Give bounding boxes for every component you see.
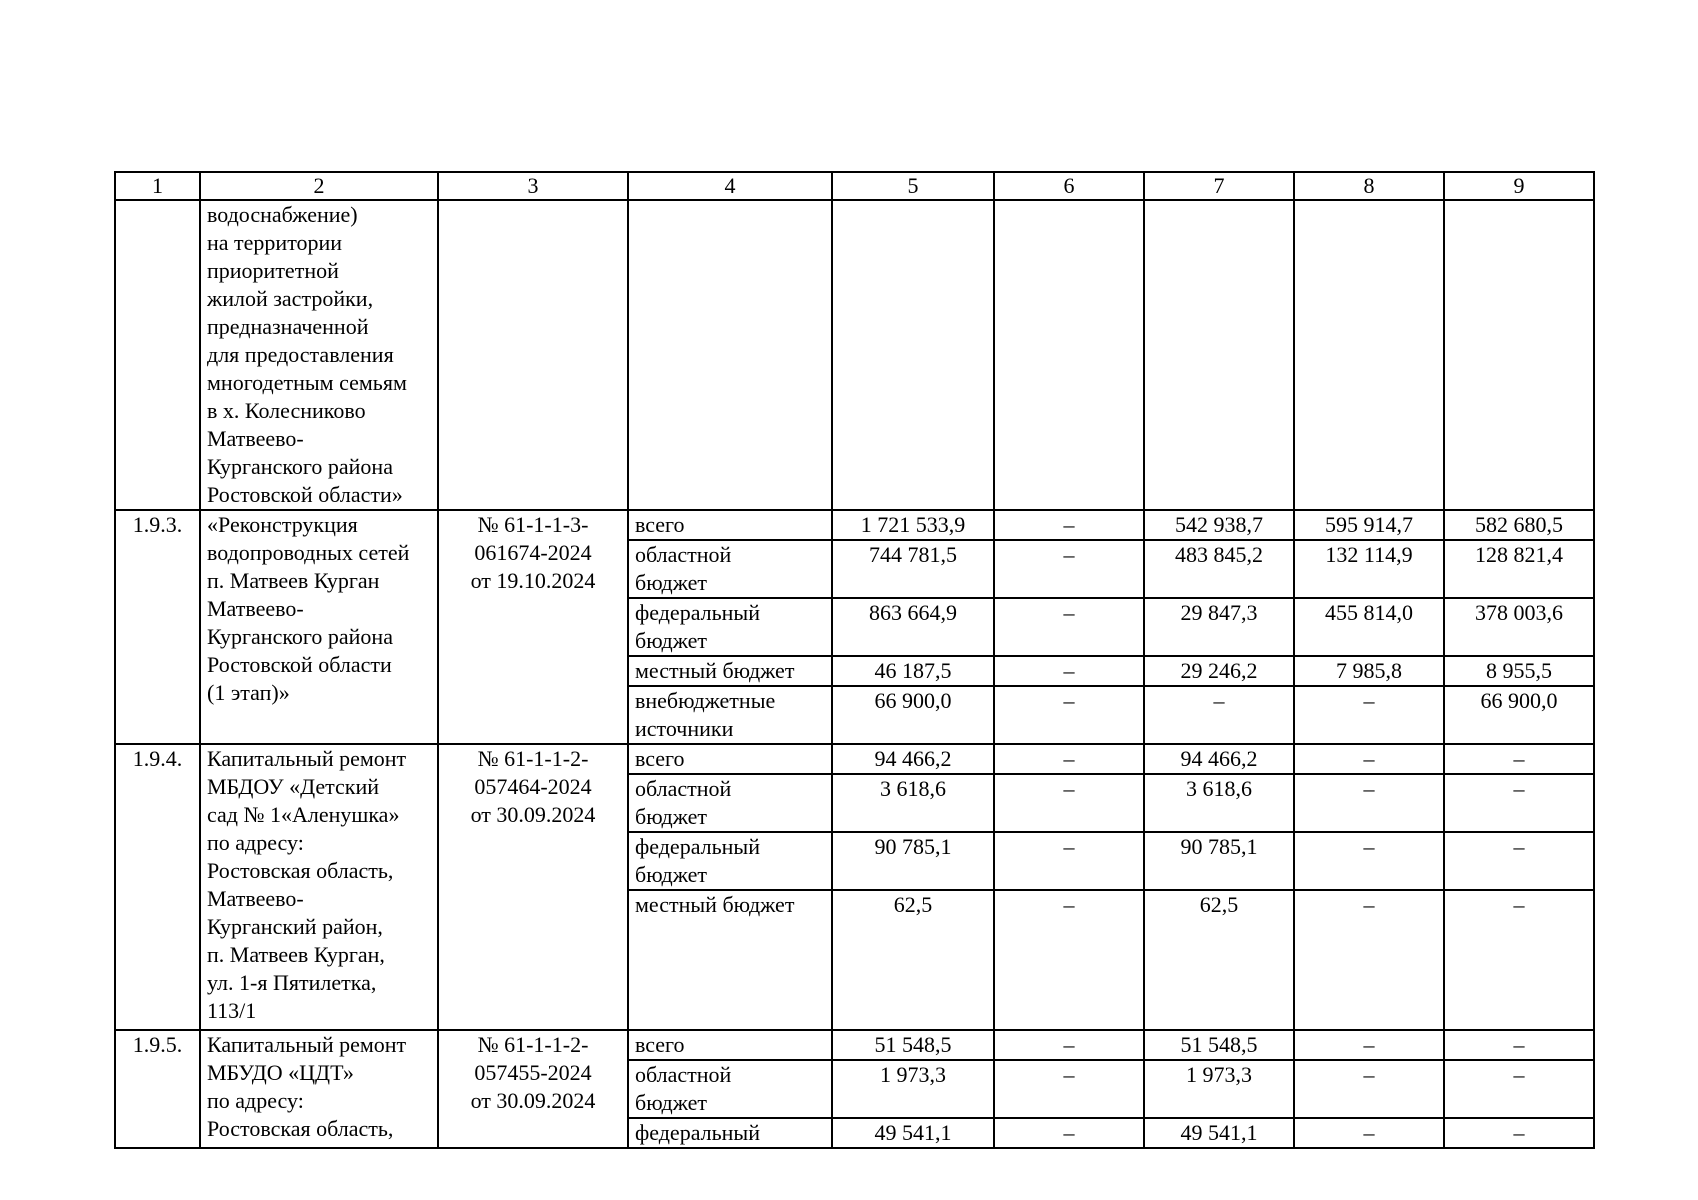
- amount-cell-8: 7 985,8: [1294, 656, 1444, 686]
- amount-cell-7: 90 785,1: [1144, 832, 1294, 890]
- amount-cell-7: 49 541,1: [1144, 1118, 1294, 1148]
- amount-cell-8: 595 914,7: [1294, 510, 1444, 540]
- col-header-6: 6: [994, 172, 1144, 200]
- funding-table: [114, 171, 1595, 1149]
- funding-source: федеральный бюджет: [628, 598, 832, 656]
- amount-cell-6: –: [994, 656, 1144, 686]
- col-header-9: 9: [1444, 172, 1594, 200]
- amount-cell-8: –: [1294, 774, 1444, 832]
- amount-cell-5: 66 900,0: [832, 686, 994, 744]
- col-header-5: 5: [832, 172, 994, 200]
- amount-cell-7: 62,5: [1144, 890, 1294, 1030]
- object-name: Капитальный ремонт МБУДО «ЦДТ» по адресу: Ростовская область,: [200, 1030, 438, 1148]
- amount-cell-9: 8 955,5: [1444, 656, 1594, 686]
- table-row: [115, 744, 1594, 774]
- amount-cell-8: –: [1294, 744, 1444, 774]
- amount-cell-9: –: [1444, 1030, 1594, 1060]
- cont-object-name: водоснабжение) на территории приоритетной жилой застройки, предназначенной для предоставления многодетным семьям в х. Колесниково Матвеево- Курганского района Ростовской области»: [200, 200, 438, 510]
- object-name: Капитальный ремонт МБДОУ «Детский сад № 1«Аленушка» по адресу: Ростовская область, Матвеево- Курганский район, п. Матвеев Курган, ул. 1-я Пятилетка, 113/1: [200, 744, 438, 1030]
- amount-cell-6: –: [994, 774, 1144, 832]
- item-number: 1.9.4.: [115, 744, 200, 1030]
- document-number: № 61-1-1-2- 057455-2024 от 30.09.2024: [438, 1030, 628, 1148]
- cont-col5-cell: [832, 200, 994, 510]
- amount-cell-7: 51 548,5: [1144, 1030, 1294, 1060]
- amount-cell-9: 582 680,5: [1444, 510, 1594, 540]
- document-number: № 61-1-1-3- 061674-2024 от 19.10.2024: [438, 510, 628, 744]
- amount-cell-6: –: [994, 1060, 1144, 1118]
- funding-source: всего: [628, 1030, 832, 1060]
- cont-col6-cell: [994, 200, 1144, 510]
- amount-cell-8: –: [1294, 890, 1444, 1030]
- amount-cell-9: –: [1444, 1118, 1594, 1148]
- column-number-row: [115, 172, 1594, 200]
- amount-cell-7: 483 845,2: [1144, 540, 1294, 598]
- amount-cell-5: 62,5: [832, 890, 994, 1030]
- amount-cell-6: –: [994, 832, 1144, 890]
- col-header-3: 3: [438, 172, 628, 200]
- cont-col9-cell: [1444, 200, 1594, 510]
- col-header-2: 2: [200, 172, 438, 200]
- continuation-row: [115, 200, 1594, 510]
- amount-cell-9: –: [1444, 1060, 1594, 1118]
- funding-source: областной бюджет: [628, 540, 832, 598]
- amount-cell-6: –: [994, 744, 1144, 774]
- funding-source: федеральный: [628, 1118, 832, 1148]
- amount-cell-6: –: [994, 890, 1144, 1030]
- funding-source: внебюджетные источники: [628, 686, 832, 744]
- col-header-8: 8: [1294, 172, 1444, 200]
- amount-cell-8: –: [1294, 832, 1444, 890]
- item-number: 1.9.3.: [115, 510, 200, 744]
- col-header-1: 1: [115, 172, 200, 200]
- cont-doc-cell: [438, 200, 628, 510]
- col-header-4: 4: [628, 172, 832, 200]
- funding-source: местный бюджет: [628, 890, 832, 1030]
- amount-cell-9: –: [1444, 774, 1594, 832]
- amount-cell-5: 3 618,6: [832, 774, 994, 832]
- amount-cell-5: 46 187,5: [832, 656, 994, 686]
- amount-cell-7: 29 847,3: [1144, 598, 1294, 656]
- document-number: № 61-1-1-2- 057464-2024 от 30.09.2024: [438, 744, 628, 1030]
- funding-source: федеральный бюджет: [628, 832, 832, 890]
- amount-cell-5: 744 781,5: [832, 540, 994, 598]
- amount-cell-9: 66 900,0: [1444, 686, 1594, 744]
- amount-cell-5: 1 973,3: [832, 1060, 994, 1118]
- item-number: 1.9.5.: [115, 1030, 200, 1148]
- cont-col7-cell: [1144, 200, 1294, 510]
- cont-source-cell: [628, 200, 832, 510]
- amount-cell-9: –: [1444, 890, 1594, 1030]
- cont-number-cell: [115, 200, 200, 510]
- amount-cell-8: –: [1294, 1060, 1444, 1118]
- amount-cell-5: 863 664,9: [832, 598, 994, 656]
- amount-cell-9: 128 821,4: [1444, 540, 1594, 598]
- funding-source: областной бюджет: [628, 1060, 832, 1118]
- amount-cell-6: –: [994, 598, 1144, 656]
- cont-col8-cell: [1294, 200, 1444, 510]
- amount-cell-9: –: [1444, 832, 1594, 890]
- amount-cell-5: 49 541,1: [832, 1118, 994, 1148]
- funding-source: всего: [628, 510, 832, 540]
- funding-source: местный бюджет: [628, 656, 832, 686]
- amount-cell-6: –: [994, 686, 1144, 744]
- amount-cell-6: –: [994, 510, 1144, 540]
- amount-cell-7: 1 973,3: [1144, 1060, 1294, 1118]
- amount-cell-7: 29 246,2: [1144, 656, 1294, 686]
- funding-source: областной бюджет: [628, 774, 832, 832]
- amount-cell-8: –: [1294, 1030, 1444, 1060]
- funding-source: всего: [628, 744, 832, 774]
- amount-cell-8: 132 114,9: [1294, 540, 1444, 598]
- amount-cell-6: –: [994, 540, 1144, 598]
- amount-cell-6: –: [994, 1118, 1144, 1148]
- table-row: [115, 510, 1594, 540]
- amount-cell-9: –: [1444, 744, 1594, 774]
- col-header-7: 7: [1144, 172, 1294, 200]
- amount-cell-5: 94 466,2: [832, 744, 994, 774]
- amount-cell-5: 51 548,5: [832, 1030, 994, 1060]
- object-name: «Реконструкция водопроводных сетей п. Матвеев Курган Матвеево- Курганского района Ростовской области (1 этап)»: [200, 510, 438, 744]
- amount-cell-7: 542 938,7: [1144, 510, 1294, 540]
- amount-cell-6: –: [994, 1030, 1144, 1060]
- amount-cell-9: 378 003,6: [1444, 598, 1594, 656]
- table-row: [115, 1030, 1594, 1060]
- amount-cell-7: 94 466,2: [1144, 744, 1294, 774]
- amount-cell-8: 455 814,0: [1294, 598, 1444, 656]
- amount-cell-7: –: [1144, 686, 1294, 744]
- amount-cell-5: 90 785,1: [832, 832, 994, 890]
- amount-cell-8: –: [1294, 686, 1444, 744]
- amount-cell-7: 3 618,6: [1144, 774, 1294, 832]
- amount-cell-5: 1 721 533,9: [832, 510, 994, 540]
- amount-cell-8: –: [1294, 1118, 1444, 1148]
